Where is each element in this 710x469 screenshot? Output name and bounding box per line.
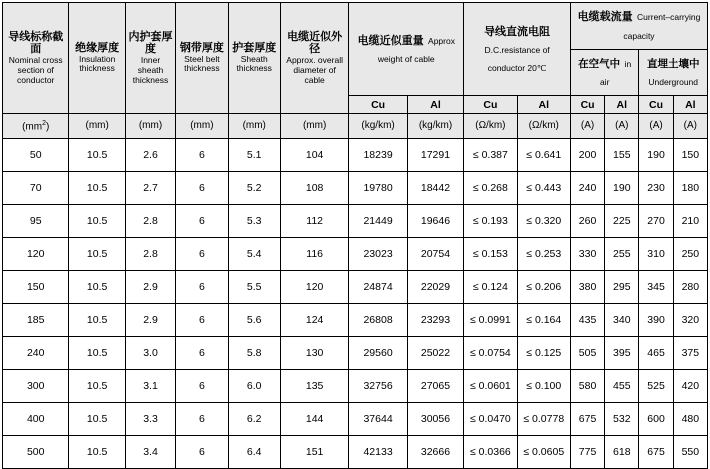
- cell-weight-cu: 32756: [349, 370, 407, 403]
- header-nominal-cross-section-en: Nominal cross section of conductor: [8, 54, 63, 85]
- cell-ug-cu: 600: [639, 403, 673, 436]
- cell-ug-al: 480: [673, 403, 707, 436]
- cell-resistance-cu: ≤ 0.0601: [464, 370, 517, 403]
- cell-sheath-thickness: 5.5: [228, 271, 280, 304]
- cell-weight-al: 30056: [407, 403, 463, 436]
- cell-sheath-thickness: 5.2: [228, 172, 280, 205]
- cell-overall-diameter: 144: [280, 403, 348, 436]
- cell-nominal-cross-section: 70: [3, 172, 69, 205]
- cell-resistance-cu: ≤ 0.0991: [464, 304, 517, 337]
- cell-sheath-thickness: 5.3: [228, 205, 280, 238]
- cell-ug-al: 550: [673, 436, 707, 469]
- table-row: [3, 205, 708, 238]
- cell-weight-al: 23293: [407, 304, 463, 337]
- cell-ug-al: 280: [673, 271, 707, 304]
- cell-steel-belt-thickness: 6: [176, 337, 228, 370]
- cell-air-cu: 675: [570, 403, 604, 436]
- cell-resistance-cu: ≤ 0.0470: [464, 403, 517, 436]
- cell-ug-cu: 675: [639, 436, 673, 469]
- cell-steel-belt-thickness: 6: [176, 205, 228, 238]
- cell-air-cu: 240: [570, 172, 604, 205]
- cell-air-cu: 505: [570, 337, 604, 370]
- header-nominal-cross-section-cn: 导线标称截面: [8, 30, 64, 56]
- header-in-air: [570, 49, 638, 96]
- table-row: [3, 337, 708, 370]
- header-sheath-thickness-cn: 护套厚度: [232, 41, 277, 54]
- cell-ug-cu: 190: [639, 139, 673, 172]
- cell-weight-cu: 29560: [349, 337, 407, 370]
- header-weight-cu: Cu: [349, 96, 407, 114]
- cell-air-al: 295: [605, 271, 639, 304]
- header-air-al: Al: [605, 96, 639, 114]
- unit-ug-al: (A): [673, 114, 707, 139]
- cell-air-cu: 330: [570, 238, 604, 271]
- cell-weight-al: 22029: [407, 271, 463, 304]
- cell-insulation-thickness: 10.5: [69, 337, 125, 370]
- cell-inner-sheath-thickness: 2.9: [125, 304, 175, 337]
- cell-weight-al: 17291: [407, 139, 463, 172]
- cell-sheath-thickness: 5.4: [228, 238, 280, 271]
- cell-ug-cu: 525: [639, 370, 673, 403]
- cell-inner-sheath-thickness: 3.3: [125, 403, 175, 436]
- cell-nominal-cross-section: 300: [3, 370, 69, 403]
- table-row: [3, 271, 708, 304]
- header-approx-weight-en: Approx weight of cable: [377, 35, 455, 65]
- unit-insulation-thickness: (mm): [69, 114, 125, 139]
- unit-weight-cu: (kg/km): [349, 114, 407, 139]
- header-weight-al: Al: [407, 96, 463, 114]
- cell-resistance-cu: ≤ 0.268: [464, 172, 517, 205]
- cell-air-cu: 260: [570, 205, 604, 238]
- cell-steel-belt-thickness: 6: [176, 172, 228, 205]
- cell-resistance-al: ≤ 0.125: [517, 337, 570, 370]
- cell-ug-al: 180: [673, 172, 707, 205]
- header-current-carrying-capacity-cn: 电缆载流量: [577, 11, 633, 24]
- unit-air-cu: (A): [570, 114, 604, 139]
- cell-sheath-thickness: 5.6: [228, 304, 280, 337]
- cell-overall-diameter: 116: [280, 238, 348, 271]
- cell-resistance-cu: ≤ 0.0366: [464, 436, 517, 469]
- header-nominal-cross-section: [3, 3, 69, 114]
- unit-resistance-al: (Ω/km): [517, 114, 570, 139]
- header-row-units: [3, 114, 708, 139]
- header-insulation-thickness-en: Insulation thickness: [78, 53, 116, 74]
- cell-sheath-thickness: 6.2: [228, 403, 280, 436]
- header-steel-belt-thickness: [176, 3, 228, 114]
- cell-sheath-thickness: 5.8: [228, 337, 280, 370]
- cell-ug-cu: 390: [639, 304, 673, 337]
- header-approx-weight: [349, 3, 464, 96]
- cell-inner-sheath-thickness: 2.7: [125, 172, 175, 205]
- header-dc-resistance-en: D.C.resistance of conductor 20℃: [484, 44, 550, 74]
- table-row: [3, 370, 708, 403]
- cell-nominal-cross-section: 240: [3, 337, 69, 370]
- cell-insulation-thickness: 10.5: [69, 271, 125, 304]
- cell-weight-al: 18442: [407, 172, 463, 205]
- header-resistance-cu: Cu: [464, 96, 517, 114]
- cell-nominal-cross-section: 400: [3, 403, 69, 436]
- cell-resistance-cu: ≤ 0.124: [464, 271, 517, 304]
- cell-weight-al: 27065: [407, 370, 463, 403]
- unit-air-al: (A): [605, 114, 639, 139]
- cell-ug-cu: 270: [639, 205, 673, 238]
- header-sheath-thickness-en: Sheath thickness: [236, 53, 272, 74]
- cell-air-cu: 580: [570, 370, 604, 403]
- header-overall-diameter-en: Approx. overall diameter of cable: [286, 54, 343, 85]
- cell-sheath-thickness: 6.4: [228, 436, 280, 469]
- unit-nominal-cross-section: $(mm^2)$: [3, 114, 69, 139]
- header-in-air-en: in air: [599, 59, 632, 88]
- header-underground-en: Underground: [648, 77, 699, 88]
- header-current-carrying-capacity: [570, 3, 707, 50]
- cell-air-al: 395: [605, 337, 639, 370]
- header-in-air-cn: 在空气中: [578, 58, 621, 71]
- header-air-cu: Cu: [570, 96, 604, 114]
- cell-resistance-al: ≤ 0.100: [517, 370, 570, 403]
- cell-air-cu: 435: [570, 304, 604, 337]
- cell-resistance-al: ≤ 0.320: [517, 205, 570, 238]
- cell-insulation-thickness: 10.5: [69, 436, 125, 469]
- cell-overall-diameter: 108: [280, 172, 348, 205]
- cell-resistance-al: ≤ 0.443: [517, 172, 570, 205]
- cell-overall-diameter: 120: [280, 271, 348, 304]
- cell-nominal-cross-section: 120: [3, 238, 69, 271]
- cell-resistance-cu: ≤ 0.387: [464, 139, 517, 172]
- cell-weight-cu: 19780: [349, 172, 407, 205]
- header-inner-sheath-thickness-cn: 内护套厚度: [128, 30, 173, 56]
- cell-resistance-cu: ≤ 0.0754: [464, 337, 517, 370]
- cell-overall-diameter: 151: [280, 436, 348, 469]
- cell-air-al: 532: [605, 403, 639, 436]
- cell-ug-al: 210: [673, 205, 707, 238]
- cell-steel-belt-thickness: 6: [176, 139, 228, 172]
- cell-overall-diameter: 124: [280, 304, 348, 337]
- cell-insulation-thickness: 10.5: [69, 304, 125, 337]
- header-inner-sheath-thickness: [125, 3, 175, 114]
- cell-ug-al: 420: [673, 370, 707, 403]
- cell-insulation-thickness: 10.5: [69, 403, 125, 436]
- table-row: [3, 403, 708, 436]
- table-body: [3, 139, 708, 469]
- table-row: [3, 436, 708, 469]
- cell-ug-al: 150: [673, 139, 707, 172]
- cell-sheath-thickness: 5.1: [228, 139, 280, 172]
- cell-overall-diameter: 135: [280, 370, 348, 403]
- cell-ug-al: 375: [673, 337, 707, 370]
- cell-air-cu: 380: [570, 271, 604, 304]
- cell-insulation-thickness: 10.5: [69, 172, 125, 205]
- cell-ug-cu: 465: [639, 337, 673, 370]
- cell-weight-cu: 42133: [349, 436, 407, 469]
- cell-nominal-cross-section: 500: [3, 436, 69, 469]
- table-row: [3, 139, 708, 172]
- header-dc-resistance: [464, 3, 571, 96]
- cell-weight-cu: 18239: [349, 139, 407, 172]
- cell-inner-sheath-thickness: 2.8: [125, 205, 175, 238]
- cell-nominal-cross-section: 150: [3, 271, 69, 304]
- cell-nominal-cross-section: 50: [3, 139, 69, 172]
- cell-weight-al: 32666: [407, 436, 463, 469]
- cell-inner-sheath-thickness: 3.4: [125, 436, 175, 469]
- cell-steel-belt-thickness: 6: [176, 403, 228, 436]
- header-underground: [639, 49, 708, 96]
- cell-insulation-thickness: 10.5: [69, 139, 125, 172]
- cell-ug-cu: 230: [639, 172, 673, 205]
- unit-weight-al: (kg/km): [407, 114, 463, 139]
- cell-weight-al: 20754: [407, 238, 463, 271]
- cell-resistance-cu: ≤ 0.153: [464, 238, 517, 271]
- cell-air-al: 255: [605, 238, 639, 271]
- cell-weight-cu: 23023: [349, 238, 407, 271]
- cell-nominal-cross-section: 95: [3, 205, 69, 238]
- header-insulation-thickness: [69, 3, 125, 114]
- cell-inner-sheath-thickness: 2.9: [125, 271, 175, 304]
- cell-steel-belt-thickness: 6: [176, 238, 228, 271]
- cell-air-cu: 200: [570, 139, 604, 172]
- header-steel-belt-thickness-en: Steel belt thickness: [184, 53, 220, 74]
- cell-weight-cu: 24874: [349, 271, 407, 304]
- cell-nominal-cross-section: 185: [3, 304, 69, 337]
- cell-insulation-thickness: 10.5: [69, 370, 125, 403]
- header-overall-diameter-cn: 电缆近似外径: [287, 30, 343, 56]
- unit-steel-belt-thickness: (mm): [176, 114, 228, 139]
- cell-steel-belt-thickness: 6: [176, 436, 228, 469]
- cell-overall-diameter: 130: [280, 337, 348, 370]
- cell-air-al: 455: [605, 370, 639, 403]
- cell-air-al: 155: [605, 139, 639, 172]
- cell-air-al: 190: [605, 172, 639, 205]
- cell-air-al: 225: [605, 205, 639, 238]
- cell-resistance-al: ≤ 0.0778: [517, 403, 570, 436]
- cell-resistance-al: ≤ 0.0605: [517, 436, 570, 469]
- cell-inner-sheath-thickness: 3.0: [125, 337, 175, 370]
- cell-steel-belt-thickness: 6: [176, 304, 228, 337]
- unit-ug-cu: (A): [639, 114, 673, 139]
- header-steel-belt-thickness-cn: 钢带厚度: [179, 41, 224, 54]
- cell-steel-belt-thickness: 6: [176, 271, 228, 304]
- unit-resistance-cu: (Ω/km): [464, 114, 517, 139]
- cell-resistance-al: ≤ 0.206: [517, 271, 570, 304]
- header-row-primary: [3, 3, 708, 50]
- cell-weight-cu: 21449: [349, 205, 407, 238]
- cell-ug-cu: 310: [639, 238, 673, 271]
- header-resistance-al: Al: [517, 96, 570, 114]
- header-insulation-thickness-cn: 绝缘厚度: [75, 41, 120, 54]
- header-underground-cn: 直埋土壤中: [646, 58, 700, 71]
- table-row: [3, 172, 708, 205]
- header-approx-weight-cn: 电缆近似重量: [357, 34, 424, 47]
- cell-insulation-thickness: 10.5: [69, 205, 125, 238]
- cell-air-al: 618: [605, 436, 639, 469]
- cable-specification-table: [2, 2, 708, 469]
- header-sheath-thickness: [228, 3, 280, 114]
- cell-resistance-al: ≤ 0.164: [517, 304, 570, 337]
- header-current-carrying-capacity-en: Current–carrying capacity: [623, 12, 701, 41]
- cell-weight-cu: 26808: [349, 304, 407, 337]
- header-overall-diameter: [280, 3, 348, 114]
- cell-inner-sheath-thickness: 3.1: [125, 370, 175, 403]
- header-ug-al: Al: [673, 96, 707, 114]
- table-row: [3, 304, 708, 337]
- cell-weight-al: 19646: [407, 205, 463, 238]
- cell-air-al: 340: [605, 304, 639, 337]
- cell-overall-diameter: 104: [280, 139, 348, 172]
- table-row: [3, 238, 708, 271]
- cell-resistance-cu: ≤ 0.193: [464, 205, 517, 238]
- cell-ug-al: 250: [673, 238, 707, 271]
- header-dc-resistance-cn: 导线直流电阻: [484, 25, 551, 38]
- cell-resistance-al: ≤ 0.253: [517, 238, 570, 271]
- cell-weight-cu: 37644: [349, 403, 407, 436]
- cell-weight-al: 25022: [407, 337, 463, 370]
- header-ug-cu: Cu: [639, 96, 673, 114]
- cell-ug-al: 320: [673, 304, 707, 337]
- cell-resistance-al: ≤ 0.641: [517, 139, 570, 172]
- header-inner-sheath-thickness-en: Inner sheath thickness: [132, 54, 169, 85]
- cell-ug-cu: 345: [639, 271, 673, 304]
- unit-sheath-thickness: (mm): [228, 114, 280, 139]
- unit-inner-sheath-thickness: (mm): [125, 114, 175, 139]
- cell-air-cu: 775: [570, 436, 604, 469]
- cell-sheath-thickness: 6.0: [228, 370, 280, 403]
- cell-inner-sheath-thickness: 2.8: [125, 238, 175, 271]
- cell-inner-sheath-thickness: 2.6: [125, 139, 175, 172]
- cell-overall-diameter: 112: [280, 205, 348, 238]
- cell-insulation-thickness: 10.5: [69, 238, 125, 271]
- unit-overall-diameter: (mm): [280, 114, 348, 139]
- cell-steel-belt-thickness: 6: [176, 370, 228, 403]
